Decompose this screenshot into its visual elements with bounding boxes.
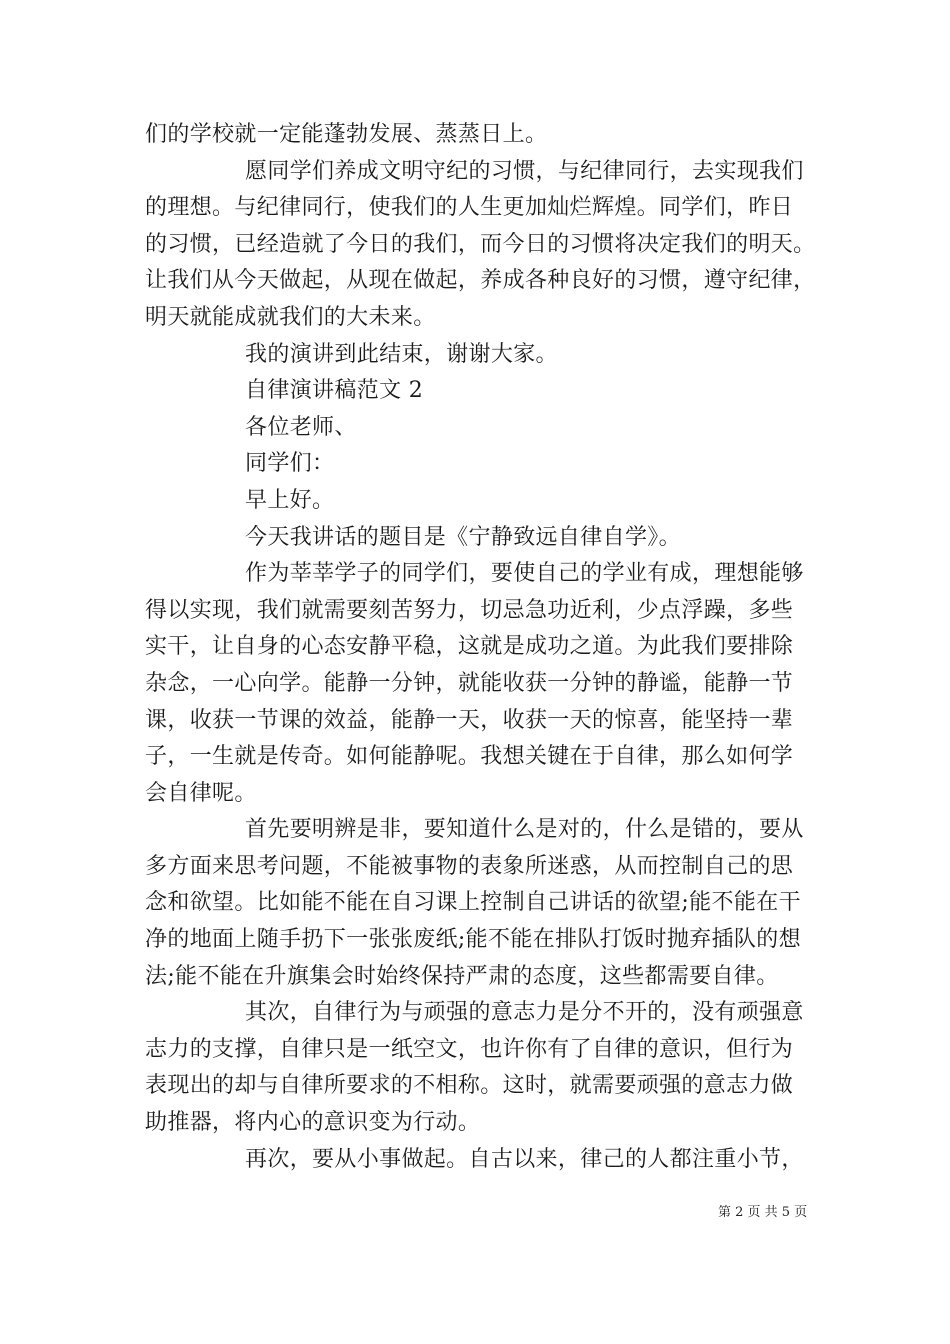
text-line: 让我们从今天做起，从现在做起，养成各种良好的习惯，遵守纪律， (145, 268, 816, 294)
text-line: 我的演讲到此结束，谢谢大家。 (245, 341, 558, 367)
document-body (145, 117, 835, 1178)
text-line: 净的地面上随手扔下一张张废纸;能不能在排队打饭时抛弃插队的想 (145, 927, 801, 953)
text-line: 各位老师、 (245, 414, 357, 440)
text-line: 其次，自律行为与顽强的意志力是分不开的，没有顽强意 (245, 1000, 804, 1026)
text-line: 的理想。与纪律同行，使我们的人生更加灿烂辉煌。同学们，昨日 (145, 195, 794, 221)
text-line: 的习惯，已经造就了今日的我们，而今日的习惯将决定我们的明天。 (145, 231, 816, 257)
text-line: 作为莘莘学子的同学们，要使自己的学业有成，理想能够 (245, 561, 804, 587)
text-line: 子，一生就是传奇。如何能静呢。我想关键在于自律，那么如何学 (145, 744, 794, 770)
text-line: 法;能不能在升旗集会时始终保持严肃的态度，这些都需要自律。 (145, 963, 779, 989)
text-line: 表现出的却与自律所要求的不相称。这时，就需要顽强的意志力做 (145, 1073, 794, 1099)
text-line: 今天我讲话的题目是《宁静致远自律自学》。 (245, 524, 682, 550)
text-line: 助推器，将内心的意识变为行动。 (145, 1110, 481, 1136)
text-line: 早上好。 (245, 487, 335, 513)
text-line: 杂念，一心向学。能静一分钟，就能收获一分钟的静谧，能静一节 (145, 670, 794, 696)
text-line: 志力的支撑，自律只是一纸空文，也许你有了自律的意识，但行为 (145, 1036, 794, 1062)
text-line: 多方面来思考问题，不能被事物的表象所迷惑，从而控制自己的思 (145, 853, 794, 879)
text-line: 愿同学们养成文明守纪的习惯，与纪律同行，去实现我们 (245, 158, 804, 184)
text-line: 同学们： (245, 451, 335, 477)
text-line: 们的学校就一定能蓬勃发展、蒸蒸日上。 (145, 122, 548, 147)
text-line: 再次，要从小事做起。自古以来，律己的人都注重小节， (245, 1146, 804, 1172)
text-line: 明天就能成就我们的大未来。 (145, 304, 436, 330)
page-footer: 第 2 页 共 5 页 (718, 1205, 808, 1220)
text-line: 首先要明辨是非，要知道什么是对的，什么是错的，要从 (245, 817, 804, 843)
text-line: 念和欲望。比如能不能在自习课上控制自己讲话的欲望;能不能在干 (145, 890, 801, 916)
text-line: 自律演讲稿范文 2 (245, 378, 424, 404)
text-line: 得以实现，我们就需要刻苦努力，切忌急功近利，少点浮躁，多些 (145, 597, 794, 623)
text-line: 课，收获一节课的效益，能静一天，收获一天的惊喜，能坚持一辈 (145, 707, 794, 733)
text-line: 实干，让自身的心态安静平稳，这就是成功之道。为此我们要排除 (145, 634, 794, 660)
text-line: 会自律呢。 (145, 780, 257, 806)
